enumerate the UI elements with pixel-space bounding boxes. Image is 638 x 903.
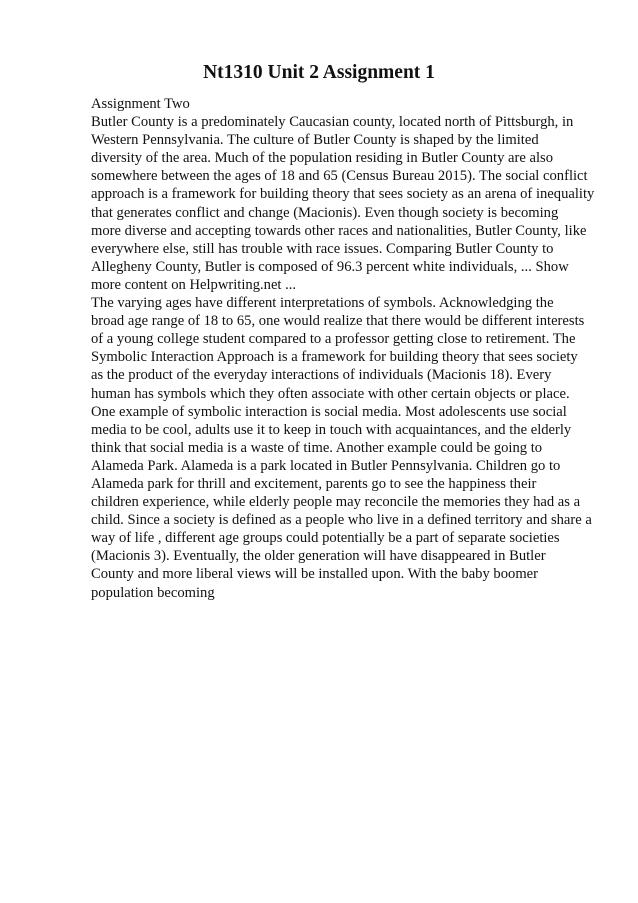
body-line: child. Since a society is defined as a people who live in a defined territory and share a	[91, 512, 592, 529]
body-line: broad age range of 18 to 65, one would realize that there would be different interests	[91, 313, 585, 330]
body-line: Assignment Two	[91, 96, 190, 112]
body-line: more diverse and accepting towards other races and nationalities, Butler County, like	[91, 222, 587, 239]
body-line: Alameda park for thrill and excitement, parents go to see the happiness their	[91, 475, 537, 492]
body-line: way of life , different age groups could potentially be a part of separate societies	[91, 530, 560, 547]
body-line: children experience, while elderly people may reconcile the memories they had as a	[91, 494, 581, 511]
body-line: Alameda Park. Alameda is a park located in Butler Pennsylvania. Children go to	[91, 457, 561, 474]
body-line: that generates conflict and change (Macionis). Even though society is becoming	[91, 204, 559, 221]
body-line: somewhere between the ages of 18 and 65 (Census Bureau 2015). The social conflict	[91, 168, 588, 185]
body-line: Symbolic Interaction Approach is a framework for building theory that sees society	[91, 349, 578, 366]
document-body	[91, 95, 601, 602]
body-line: everywhere else, still has trouble with race issues. Comparing Butler County to	[91, 240, 554, 257]
body-line: as the product of the everyday interactions of individuals (Macionis 18). Every	[91, 367, 552, 384]
body-line: Allegheny County, Butler is composed of 96.3 percent white individuals, ... Show	[91, 258, 569, 275]
body-line: approach is a framework for building theory that sees society as an arena of inequality	[91, 186, 595, 203]
document-title: Nt1310 Unit 2 Assignment 1	[203, 62, 435, 83]
body-line: media to be cool, adults use it to keep in touch with acquaintances, and the elderly	[91, 421, 572, 438]
body-line: more content on Helpwriting.net ...	[91, 276, 297, 293]
body-line: think that social media is a waste of time. Another example could be going to	[91, 439, 543, 456]
body-line: Butler County is a predominately Caucasian county, located north of Pittsburgh, in	[91, 114, 574, 131]
body-line: County and more liberal views will be installed upon. With the baby boomer	[91, 566, 539, 583]
body-line: human has symbols which they often associate with other certain objects or place.	[91, 385, 570, 402]
body-line: One example of symbolic interaction is social media. Most adolescents use social	[91, 403, 567, 420]
body-line: (Macionis 3). Eventually, the older generation will have disappeared in Butler	[91, 548, 546, 565]
body-line: of a young college student compared to a professor getting close to retirement. The	[91, 331, 576, 348]
body-line: The varying ages have different interpretations of symbols. Acknowledging the	[91, 295, 554, 312]
body-line: Western Pennsylvania. The culture of Butler County is shaped by the limited	[91, 132, 539, 149]
body-line: diversity of the area. Much of the population residing in Butler County are also	[91, 150, 554, 167]
body-line: population becoming	[91, 584, 215, 601]
